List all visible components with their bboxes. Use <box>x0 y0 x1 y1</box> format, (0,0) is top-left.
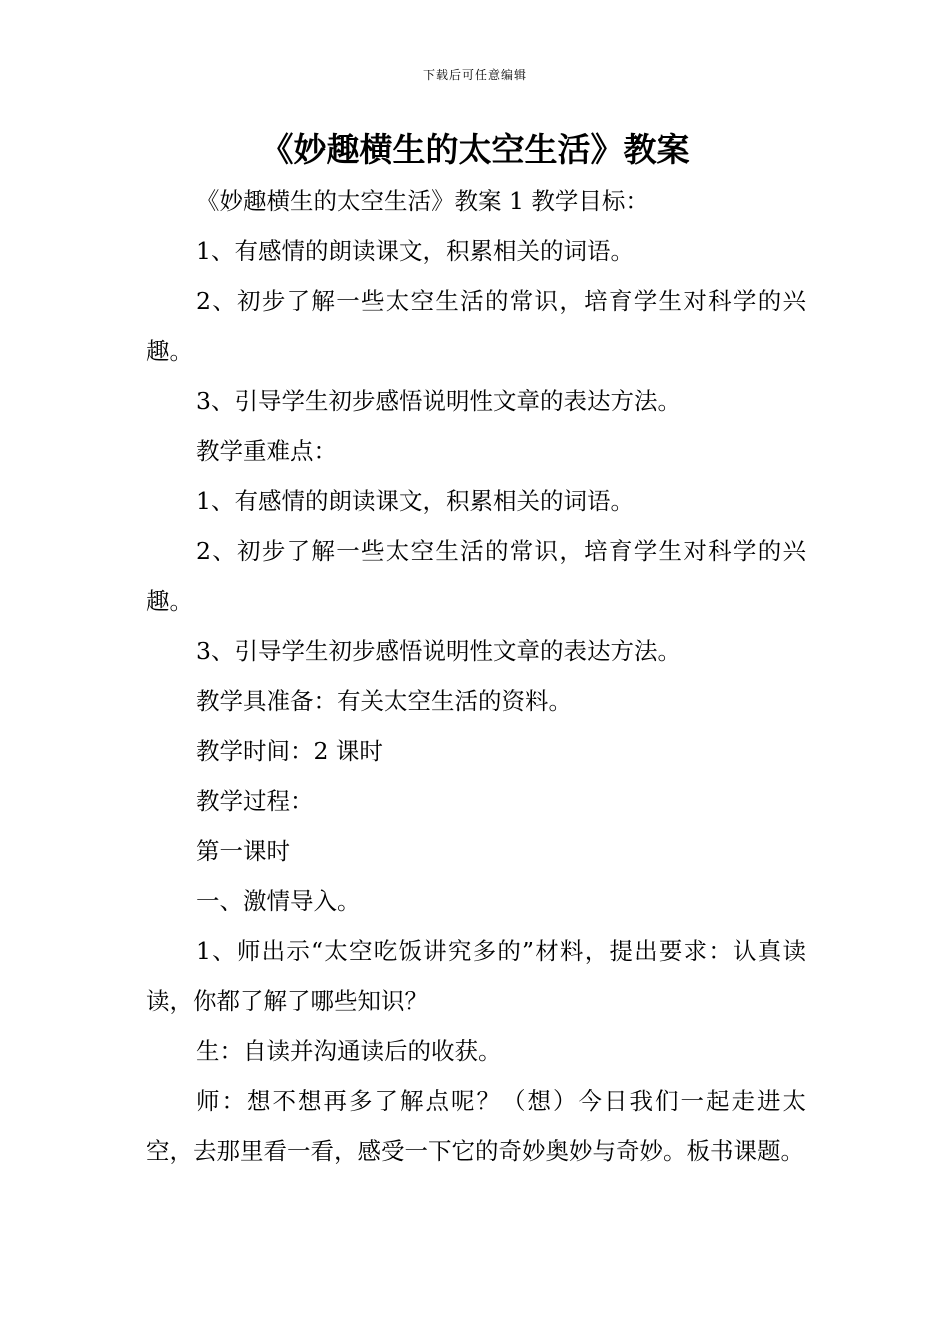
paragraph-key-point-1: 1、有感情的朗读课文，积累相关的词语。 <box>196 487 634 515</box>
paragraph-process-heading: 教学过程： <box>196 787 314 815</box>
paragraph-key-point-3: 3、引导学生初步感悟说明性文章的表达方法。 <box>196 637 681 665</box>
paragraph-time: 教学时间：2 课时 <box>196 737 383 765</box>
paragraph-student-response: 生：自读并沟通读后的收获。 <box>196 1037 502 1065</box>
paragraph-intro-step-1: 1、师出示“太空吃饭讲究多的”材料，提出要求：认真读读，你都了解了哪些知识？ <box>146 937 806 1015</box>
paragraph-objective-3: 3、引导学生初步感悟说明性文章的表达方法。 <box>196 387 681 415</box>
paragraph-first-lesson: 第一课时 <box>196 837 290 865</box>
document-title: 《妙趣横生的太空生活》教案 <box>260 130 690 169</box>
paragraph-objective-1: 1、有感情的朗读课文，积累相关的词语。 <box>196 237 634 265</box>
paragraph-key-points-heading: 教学重难点： <box>196 437 337 465</box>
paragraph-objectives-heading: 《妙趣横生的太空生活》教案 1 教学目标： <box>196 187 649 215</box>
paragraph-teacher-prompt: 师：想不想再多了解点呢？（想）今日我们一起走进太空，去那里看一看，感受一下它的奇妙奥妙与奇妙。板书课题。 <box>146 1087 806 1165</box>
paragraph-objective-2: 2、初步了解一些太空生活的常识，培育学生对科学的兴趣。 <box>146 287 806 365</box>
paragraph-intro-heading: 一、激情导入。 <box>196 887 361 915</box>
document-body <box>146 176 806 1176</box>
paragraph-materials: 教学具准备：有关太空生活的资料。 <box>196 687 572 715</box>
header-note: 下载后可任意编辑 <box>422 68 527 82</box>
paragraph-key-point-2: 2、初步了解一些太空生活的常识，培育学生对科学的兴趣。 <box>146 537 806 615</box>
